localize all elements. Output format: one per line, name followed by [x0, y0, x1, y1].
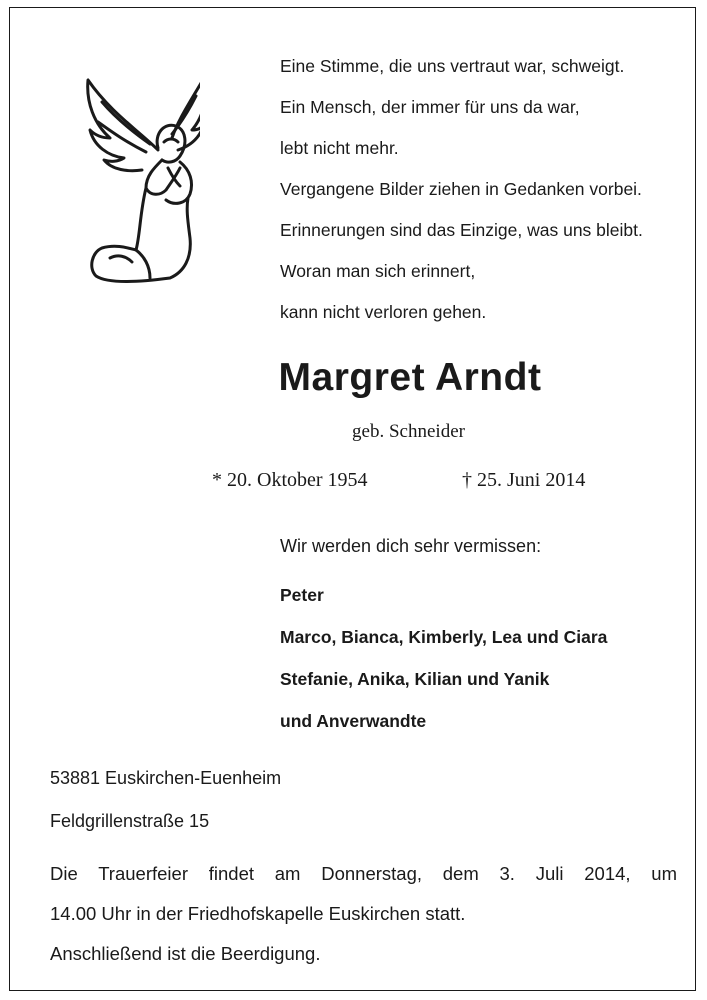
address-city: 53881 Euskirchen-Euenheim	[50, 768, 282, 788]
mourner-line: Stefanie, Anika, Kilian und Yanik	[280, 669, 550, 689]
notice-line: Anschließend ist die Beerdigung.	[50, 943, 321, 964]
poem	[280, 52, 643, 339]
funeral-notice	[50, 854, 677, 974]
mourner-line: Marco, Bianca, Kimberly, Lea und Ciara	[280, 627, 608, 647]
deceased-name: Margret Arndt	[278, 356, 542, 399]
poem-line: Erinnerungen sind das Einzige, was uns bleibt.	[280, 220, 643, 240]
poem-line: Ein Mensch, der immer für uns da war,	[280, 97, 580, 117]
mourner-line: und Anverwandte	[280, 711, 427, 731]
poem-line: Eine Stimme, die uns vertraut war, schweigt.	[280, 56, 625, 76]
death-date: † 25. Juni 2014	[462, 469, 586, 491]
obituary-frame	[9, 7, 696, 991]
notice-line: Die Trauerfeier findet am Donnerstag, dem 3. Juli 2014, um	[50, 863, 677, 884]
notice-line: 14.00 Uhr in der Friedhofskapelle Euskirchen statt.	[50, 903, 466, 924]
poem-line: kann nicht verloren gehen.	[280, 302, 487, 322]
address-street: Feldgrillenstraße 15	[50, 811, 210, 831]
mourners-list	[280, 581, 607, 749]
birth-date: * 20. Oktober 1954	[212, 469, 368, 491]
mourner-line: Peter	[280, 585, 324, 605]
angel-icon	[80, 72, 200, 284]
birth-name: geb. Schneider	[352, 421, 465, 442]
poem-line: Vergangene Bilder ziehen in Gedanken vorbei.	[280, 179, 642, 199]
poem-line: Woran man sich erinnert,	[280, 261, 476, 281]
poem-line: lebt nicht mehr.	[280, 138, 399, 158]
mourners-intro: Wir werden dich sehr vermissen:	[280, 536, 542, 556]
